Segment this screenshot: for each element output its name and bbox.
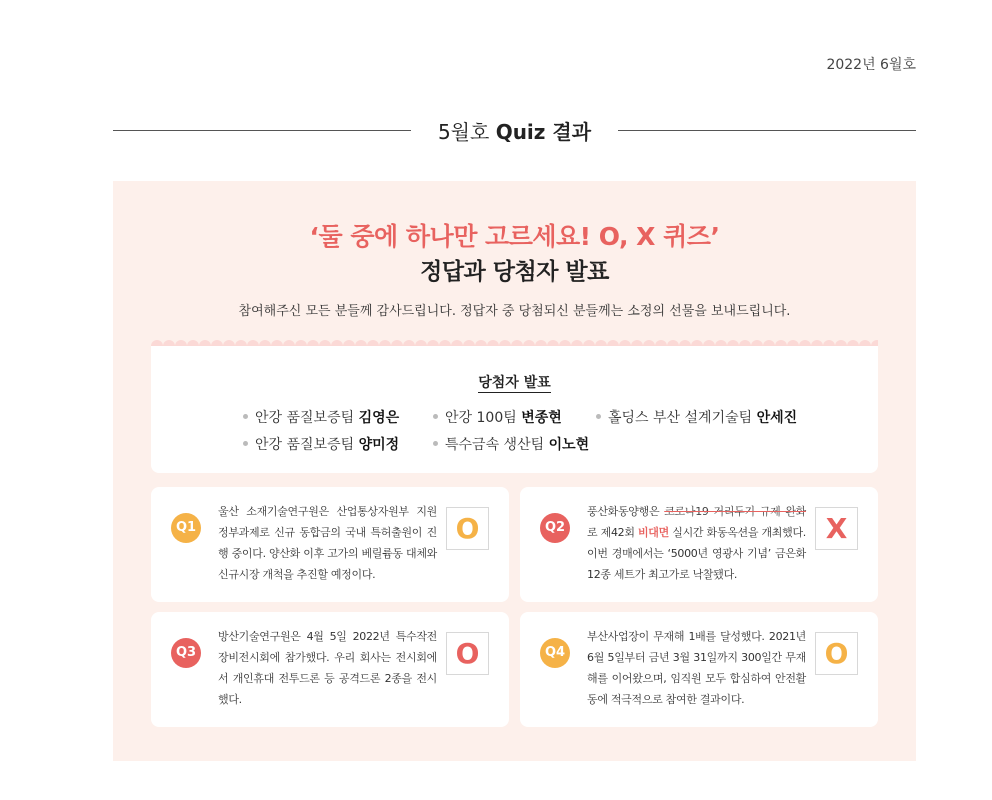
section-title-month: 5월호 xyxy=(437,120,490,144)
strikethrough-text: 코로나19 거리두기 규제 완화 xyxy=(664,505,806,518)
title-divider-right xyxy=(618,130,916,131)
question-card-q2 xyxy=(520,487,878,602)
question-card-q4 xyxy=(520,612,878,727)
answer-box: O xyxy=(446,632,489,675)
section-title-quiz: Quiz 결과 xyxy=(495,120,592,144)
quiz-headline: ‘둘 중에 하나만 고르세요! O, X 퀴즈’ xyxy=(309,222,720,251)
winner-item: 특수금속 생산팀 이노현 xyxy=(433,434,589,454)
question-badge: Q3 xyxy=(171,638,201,668)
issue-date: 2022년 6월호 xyxy=(826,57,916,73)
winner-item: 안강 100팀 변종현 xyxy=(433,407,562,427)
bullet-dot-icon xyxy=(243,441,248,446)
winner-item: 홀딩스 부산 설계기술팀 안세진 xyxy=(596,407,797,427)
winner-item: 안강 품질보증팀 양미정 xyxy=(243,434,399,454)
quiz-subheadline: 정답과 당첨자 발표 xyxy=(420,259,609,285)
question-card-q1 xyxy=(151,487,509,602)
answer-box: O xyxy=(446,507,489,550)
winner-item: 안강 품질보증팀 김영은 xyxy=(243,407,399,427)
question-card-q3 xyxy=(151,612,509,727)
answer-box: X xyxy=(815,507,858,550)
bullet-dot-icon xyxy=(243,414,248,419)
section-title-bar xyxy=(113,116,916,146)
highlight-text: 비대면 xyxy=(637,526,669,539)
answer-box: O xyxy=(815,632,858,675)
bullet-dot-icon xyxy=(596,414,601,419)
question-text: 부산사업장이 무재해 1배를 달성했다. 2021년 6월 5일부터 금년 3월 31일까지 300일간 무재해를 이어왔으며, 임직원 모두 합심하여 안전활동에 적극적으로 참여한 결과이다. xyxy=(587,630,806,706)
thanks-message: 참여해주신 모든 분들께 감사드립니다. 정답자 중 당첨되신 분들께는 소정의 선물을 보내드립니다. xyxy=(238,304,791,319)
bullet-dot-icon xyxy=(433,414,438,419)
question-text: 울산 소재기술연구원은 산업통상자원부 지원 정부과제로 신규 동합금의 국내 특허출원이 진행 중이다. 양산화 이후 고가의 베릴륨동 대체와 신규시장 개척을 추진할 예정이다. xyxy=(218,505,437,581)
scallop-edge xyxy=(151,340,878,352)
winners-title: 당첨자 발표 xyxy=(478,375,551,391)
question-badge: Q4 xyxy=(540,638,570,668)
question-text: 방산기술연구원은 4월 5일 2022년 특수작전 장비전시회에 참가했다. 우리 회사는 전시회에서 개인휴대 전투드론 등 공격드론 2종을 전시했다. xyxy=(218,630,437,706)
question-badge: Q1 xyxy=(171,513,201,543)
question-badge: Q2 xyxy=(540,513,570,543)
question-text: 풍산화동양행은 코로나19 거리두기 규제 완화로 제42회 비대면 실시간 화동옥션을 개최했다. 이번 경매에서는 ‘5000년 영광사 기념’ 금은화 12종 세트가 최고가로 낙찰됐다. xyxy=(587,505,806,581)
winners-box xyxy=(151,346,878,473)
quiz-result-panel xyxy=(113,181,916,761)
bullet-dot-icon xyxy=(433,441,438,446)
